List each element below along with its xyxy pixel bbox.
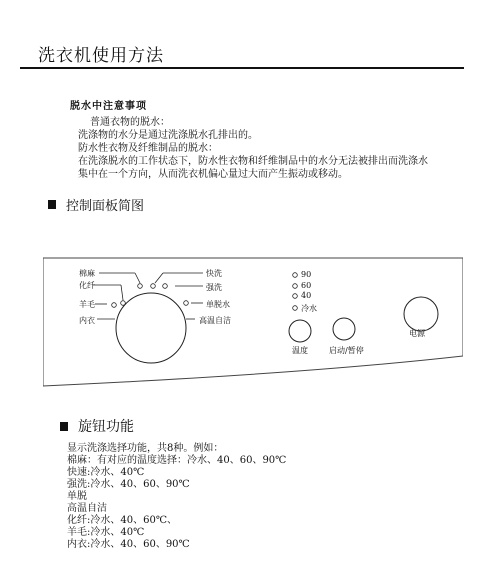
function-line: 羊毛:冷水、40℃ <box>67 527 145 538</box>
led-spin <box>184 301 189 306</box>
led-wool <box>112 303 117 308</box>
temperature-button: 温度 <box>292 346 308 355</box>
page-title: 洗衣机使用方法 <box>38 46 164 66</box>
led-temp-90 <box>293 273 298 278</box>
dehydrate-line: 在洗涤脱水的工作状态下，防水性衣物和纤维制品中的水分无法被排出而洗涤水 <box>78 156 428 167</box>
start-pause-button: 启动/暂停 <box>329 346 364 355</box>
function-line: 棉麻：有对应的温度选择：冷水、40、60、90℃ <box>67 455 287 466</box>
program-label-wool: 羊毛 <box>79 300 95 309</box>
dehydrate-line: 集中在一个方向，从而洗衣机偏心量过大而产生振动或移动。 <box>78 169 348 180</box>
bullet-square-icon <box>48 200 56 209</box>
temp-label-90: 90 <box>301 270 312 279</box>
temp-label-40: 40 <box>301 291 312 300</box>
control-panel-svg <box>43 256 463 388</box>
function-section-title: 旋钮功能 <box>78 419 134 435</box>
title-divider <box>20 67 464 69</box>
program-label-intensive: 强洗 <box>206 283 222 292</box>
function-line: 化纤:冷水、40、60℃、 <box>67 515 178 526</box>
panel-section-title: 控制面板简图 <box>66 199 145 214</box>
program-label-synthetic: 化纤 <box>79 281 95 290</box>
dehydrate-heading: 脱水中注意事项 <box>70 101 147 112</box>
power-button: 电源 <box>409 329 425 338</box>
function-line: 高温自洁 <box>67 503 107 514</box>
temp-label-cold: 冷水 <box>301 304 317 313</box>
dehydrate-line: 普通衣物的脱水： <box>90 117 170 128</box>
function-line: 内衣:冷水、40、60、90℃ <box>67 539 190 550</box>
led-synthetic <box>138 284 143 289</box>
panel-outline <box>43 258 463 386</box>
program-label-quick: 快洗 <box>206 269 222 278</box>
function-line: 显示洗涤选择功能，共8种。例如： <box>67 443 224 454</box>
led-temp-60 <box>293 284 298 289</box>
led-cotton <box>121 301 126 306</box>
function-section-heading <box>60 416 134 436</box>
control-panel-diagram <box>43 256 463 388</box>
led-temp-40 <box>293 294 298 299</box>
led-quick <box>151 284 156 289</box>
panel-section-heading <box>48 195 144 214</box>
dehydrate-line: 防水性衣物及纤维制品的脱水： <box>78 143 218 154</box>
bullet-square-icon <box>60 422 68 431</box>
program-label-selfclean: 高温自洁 <box>199 316 231 325</box>
dehydrate-line: 洗涤物的水分是通过洗涤脱水孔排出的。 <box>78 130 258 141</box>
power-button-shape <box>404 297 438 331</box>
led-temp-cold <box>293 306 298 311</box>
function-line: 单脱 <box>67 491 87 502</box>
program-label-spin: 单脱水 <box>206 300 230 309</box>
temp-label-60: 60 <box>301 281 312 290</box>
program-label-cotton: 棉麻 <box>79 269 95 278</box>
led-intensive <box>163 284 168 289</box>
start-pause-button-shape <box>333 318 355 340</box>
function-line: 快速:冷水、40℃ <box>67 467 145 478</box>
function-line: 强洗:冷水、40、60、90℃ <box>67 479 190 490</box>
program-label-underwear: 内衣 <box>79 316 95 325</box>
temperature-button-shape <box>289 320 311 342</box>
program-knob <box>116 293 186 363</box>
